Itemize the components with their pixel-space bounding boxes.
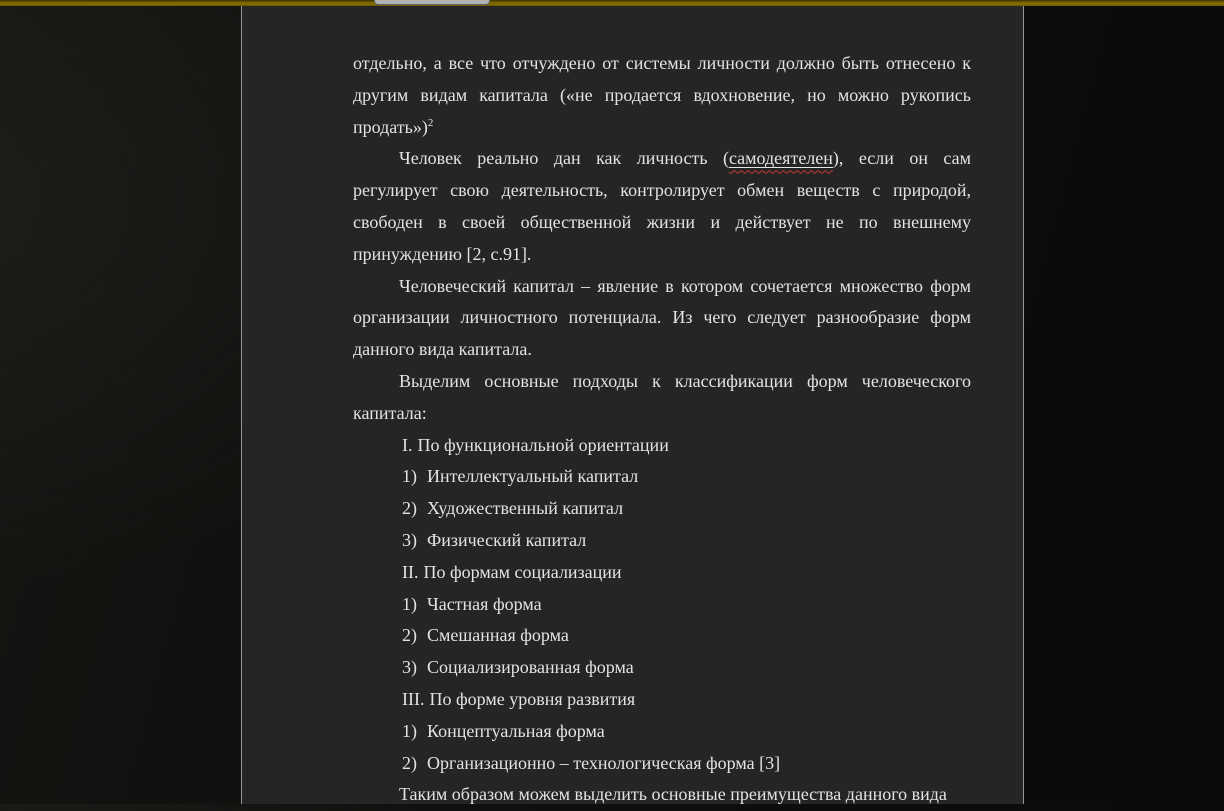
classification-item[interactable] xyxy=(353,748,971,780)
paragraph-text: отдельно, а все что отчуждено от системы личности должно быть отнесено к другим видам капитала («не продается вдохновение, но можно рукопись продать») xyxy=(353,53,971,137)
item-number: 2) xyxy=(402,498,417,519)
spellcheck-flagged-word[interactable]: самодеятелен xyxy=(728,148,833,169)
item-number: 1) xyxy=(402,593,417,614)
item-number: 1) xyxy=(402,466,417,487)
classification-item[interactable] xyxy=(353,716,971,748)
item-label: Физический капитал xyxy=(427,529,587,550)
item-label: Социализированная форма xyxy=(427,657,634,678)
item-label: Интеллектуальный капитал xyxy=(427,466,639,487)
section-numeral: III. xyxy=(402,688,425,709)
document-text-block[interactable] xyxy=(353,48,971,811)
item-label: Частная форма xyxy=(427,593,542,614)
paragraph-capital-definition[interactable]: Человеческий капитал – явление в котором сочетается множество форм организации личностного потенциала. Из чего следует разнообразие форм данного вида капитала. xyxy=(353,275,971,360)
section-label: По функциональной ориентации xyxy=(417,434,669,455)
item-label: Художественный капитал xyxy=(427,498,624,519)
item-label: Смешанная форма xyxy=(427,625,569,646)
top-accent-bar xyxy=(0,0,1224,6)
item-number: 2) xyxy=(402,752,417,773)
section-label: По формам социализации xyxy=(423,561,622,582)
paragraph-text: Человек реально дан как личность ( xyxy=(399,148,729,169)
paragraph-approaches[interactable]: Выделим основные подходы к классификации форм человеческого капитала: xyxy=(353,370,971,423)
document-page[interactable] xyxy=(241,6,1024,804)
section-label: По форме уровня развития xyxy=(429,688,636,709)
classification-section[interactable] xyxy=(353,557,971,589)
item-number: 1) xyxy=(402,720,417,741)
footnote-reference[interactable]: 2 xyxy=(427,116,434,129)
classification-item[interactable] xyxy=(353,493,971,525)
paragraph-text: ), если он сам регулирует свою деятельность, контролирует обмен веществ с природой, свободен в своей общественной жизни и действует не по внешнему принуждению [2, с.91]. xyxy=(353,148,971,264)
classification-item[interactable] xyxy=(353,652,971,684)
classification-item[interactable] xyxy=(353,525,971,557)
item-number: 2) xyxy=(402,625,417,646)
paragraph-personality[interactable] xyxy=(353,143,971,270)
classification-item[interactable] xyxy=(353,589,971,621)
classification-item[interactable] xyxy=(353,461,971,493)
item-number: 3) xyxy=(402,529,417,550)
item-number: 3) xyxy=(402,657,417,678)
section-numeral: II. xyxy=(402,561,419,582)
section-numeral: I. xyxy=(402,434,413,455)
item-label: Концептуальная форма xyxy=(427,720,605,741)
item-label: Организационно – технологическая форма [3] xyxy=(427,752,781,773)
classification-section[interactable] xyxy=(353,684,971,716)
top-scroll-indicator[interactable] xyxy=(374,0,490,5)
underlined-word-wrap xyxy=(729,148,833,168)
paragraph-advantages[interactable]: Таким образом можем выделить основные преимущества данного вида xyxy=(399,784,947,805)
classification-section[interactable] xyxy=(353,430,971,462)
paragraph-prev-overflow[interactable] xyxy=(353,48,971,143)
classification-item[interactable] xyxy=(353,620,971,652)
